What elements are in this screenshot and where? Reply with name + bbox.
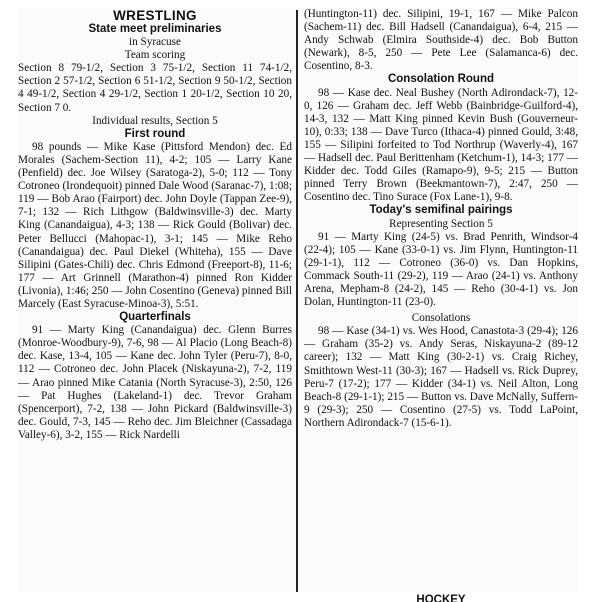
section-title: WRESTLING [113, 8, 197, 23]
consolation-round-text: 98 — Kase dec. Neal Bushey (North Adirondack-7), 12-0, 126 — Graham dec. Jeff Webb (Bainbridge-Guilford-4), 14-3, 132 — Matt King pinned Kevin Bush (Gouverneur-10), 0:33; 138 — Dave Turco (Ithaca-4) pinned Gould, 3:48, 155 — Silipini forfeited to Tod Northrup (Waverly-4), 167 — Hadsell dec. Paul Berittenham (Ketchum-1), 14-3; 177 — Kidder dec. Todd Giles (Ramapo-9), 9-5; 215 — Button pinned Terry Brown (Beekmantown-7), 2:47, 250 — Cosentino dec. Tino Surace (Fox Lane-1), 9-8. [304, 86, 578, 204]
consolations-heading: Consolations [411, 312, 471, 325]
consolations-text: 98 — Kase (34-1) vs. Wes Hood, Canastota-3 (29-4); 126 — Graham (35-2) vs. Andy Seras, Niskayuna-2 (89-12 career); 132 — Matt King (30-2-1) vs. Craig Richey, Smithtown West-11 (30-3); 167 — Hadsell vs. Rick Duprey, Peru-7 (17-2); 177 — Kidder (34-1) vs. Neil Alton, Long Beach-8 (29-1-1); 215 — Button vs. Dave McNally, Suffern-9 (29-3); 250 — Cosentino (27-5) vs. Todd LaPoint, Northern Adirondack-7 (15-6-1). [304, 325, 578, 429]
newspaper-clipping [18, 8, 578, 602]
continued-text: (Huntington-11) dec. Silipini, 19-1, 167 — Mike Palcon (Sachem-11) dec. Bill Hadsell (Canandaigua), 6-4, 215 — Andy Schwab (Elmira Southside-4) dec. Bob Button (Newark), 8-5, 250 — Pete Lee (Salamanca-6) dec. Cosentino, 8-3. [304, 8, 578, 73]
first-round-heading: First round [124, 127, 186, 140]
subtitle: State meet preliminaries [88, 23, 222, 35]
quarterfinals-heading: Quarterfinals [119, 311, 191, 324]
team-scoring-text: Section 8 79-1/2, Section 3 75-1/2, Section 11 74-1/2, Section 2 57-1/2, Section 6 51-1/2, Section 9 50-1/2, Section 4 49-1/2, Section 4 29-1/2, Section 1 20-1/2, Section 10 20, Section 7 0. [18, 62, 292, 114]
first-round-text: 98 pounds — Mike Kase (Pittsford Mendon) dec. Ed Morales (Sachem-Section 11), 4-2; 105 — Larry Kane (Penfield) dec. Joe Wilsey (Saratoga-2), 5-0; 112 — Tony Cotroneo (Irondequoit) pinned Dale Wood (Saranac-7), 1:08; 119 — Bob Arao (Fairport) dec. John Doyle (Tappan Zee-9), 7-1; 132 — Rich Lithgow (Baldwinsville-3) dec. Marty King (Canandaigua), 4-3; 138 — Rick Gould (Bolivar) dec. Peter Bellucci (Mahopac-1), 3-1; 145 — Mike Reho (Canandaigua) dec. Paul Diekel (Whiteha), 155 — Dave Silipini (Gates-Chili) dec. Chris Edmond (Freeport-8), 11-6; 177 — Art Grinnell (Marathon-4) pinned Ron Kidder (Livonia), 1:46; 250 — John Cosentino (Geneva) pinned Bill Marcely (East Syracuse-Minoa-3), 5:51. [18, 140, 292, 310]
cut-off-heading: HOCKEY [416, 594, 466, 602]
team-scoring-label: Team scoring [124, 49, 186, 62]
right-column [304, 8, 578, 430]
consolation-round-heading: Consolation Round [387, 73, 495, 86]
semifinal-heading: Today's semifinal pairings [369, 204, 513, 217]
left-column [18, 8, 292, 442]
semifinal-text: 91 — Marty King (24-5) vs. Brad Penrith, Windsor-4 (22-4); 105 — Kane (33-0-1) vs. Jim Flynn, Huntington-11 (29-1-1), 112 — Cotroneo (36-0) vs. Dan Hopkins, Commack South-11 (29-2), 119 — Arao (24-1) vs. Anthony Arena, Mepham-8 (24-2), 145 — Reho (30-4-1) vs. Jon Dolan, Huntington-11 (23-0). [304, 230, 578, 309]
representing-label: Representing Section 5 [389, 217, 493, 230]
quarterfinals-text: 91 — Marty King (Canandaigua) dec. Glenn Burres (Monroe-Woodbury-9), 7-6, 98 — Al Placio (Long Beach-8) dec. Kase, 13-4, 105 — Kane dec. John Tyler (Peru-7), 8-0, 112 — Cotroneo dec. John Placek (Niskayuna-2), 7-2, 119 — Arao pinned Mike Catania (North Syracuse-3), 2:50, 126 — Pat Hughes (Lakeland-1) dec. Trevor Graham (Spencerport), 7-2, 138 — John Pickard (Baldwinsville-3) dec. Gould, 7-3, 145 — Reho dec. Jim Bleichner (Cassadaga Valley-6), 3-2, 155 — Rick Nardelli [18, 324, 292, 441]
individual-results-label: Individual results, Section 5 [92, 114, 218, 127]
column-divider [296, 10, 298, 592]
location: in Syracuse [129, 36, 181, 49]
